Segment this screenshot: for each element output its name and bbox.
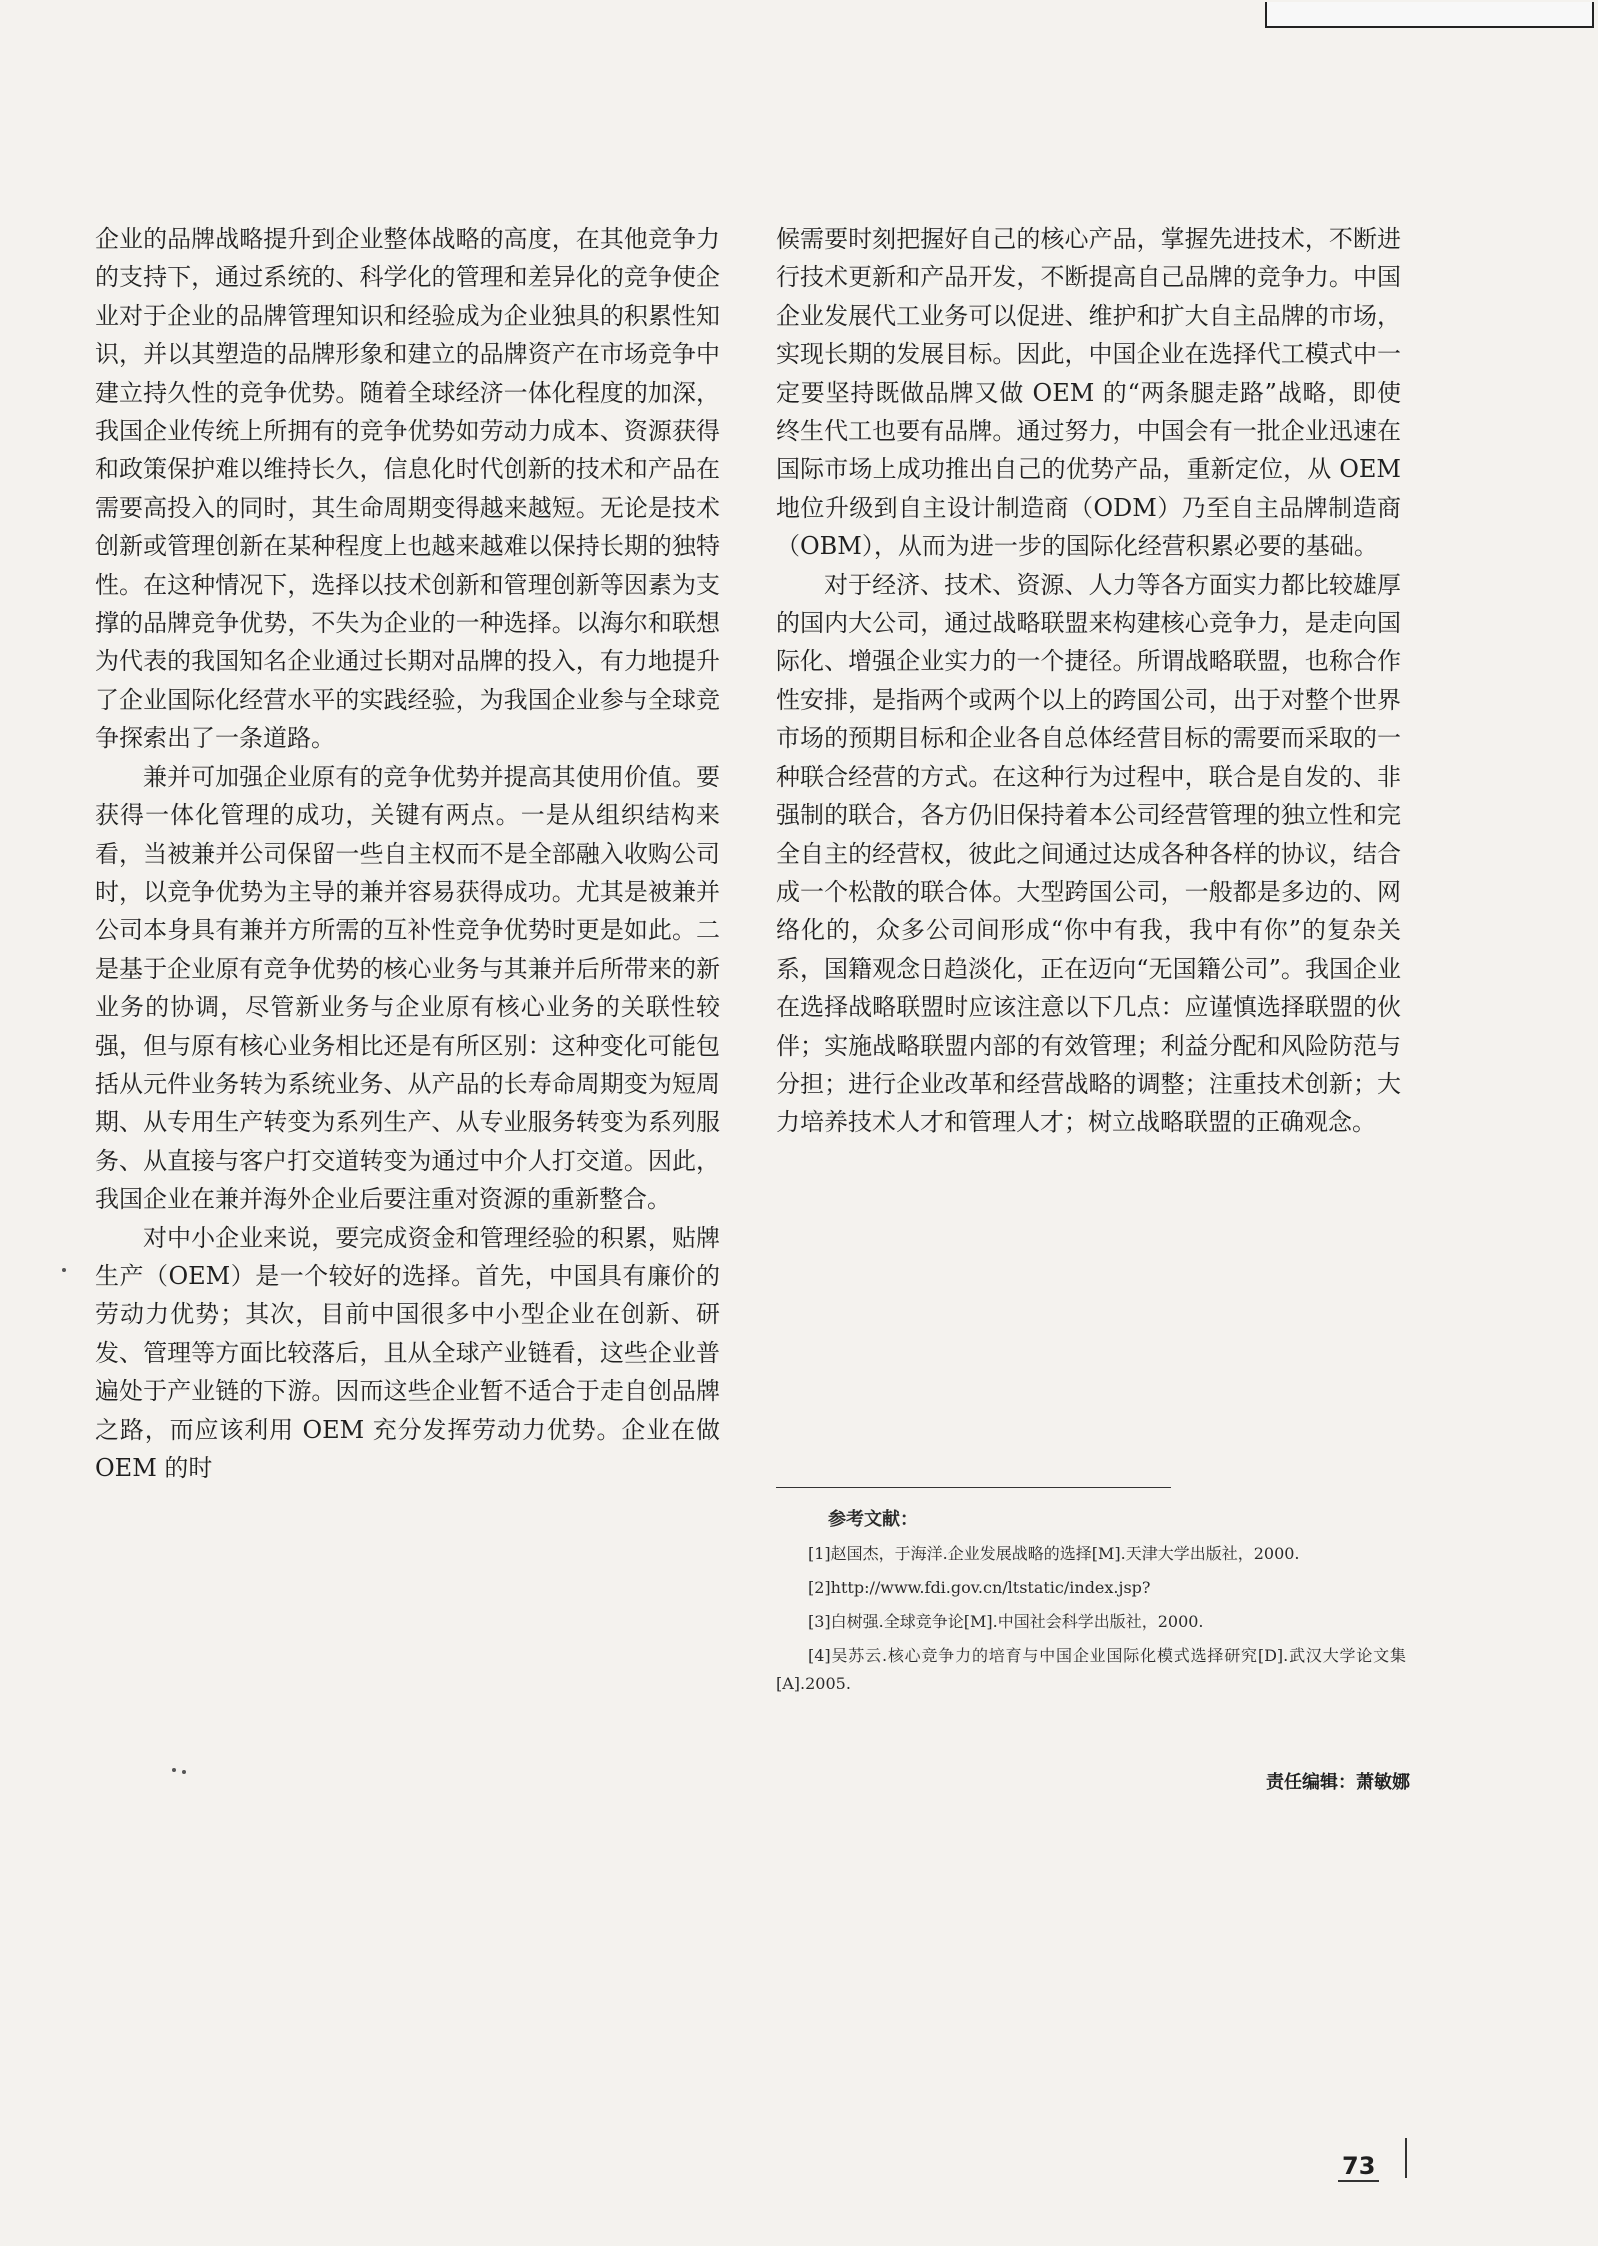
right-text-column [776, 220, 1401, 1142]
scan-speck [62, 1268, 66, 1272]
reference-item: [2]http://www.fdi.gov.cn/ltstatic/index.jsp? [808, 1578, 1151, 1597]
reference-item: [1]赵国杰，于海洋.企业发展战略的选择[M].天津大学出版社，2000. [808, 1544, 1300, 1563]
references-section [776, 1506, 1406, 1704]
reference-item: [3]白树强.全球竞争论[M].中国社会科学出版社，2000. [808, 1612, 1204, 1631]
page-number: 73 [1338, 2152, 1379, 2182]
references-title: 参考文献： [828, 1509, 918, 1530]
paragraph: 对于经济、技术、资源、人力等各方面实力都比较雄厚的国内大公司，通过战略联盟来构建核心竞争力，是走向国际化、增强企业实力的一个捷径。所谓战略联盟，也称合作性安排，是指两个或两个以上的跨国公司，出于对整个世界市场的预期目标和企业各自总体经营目标的需要而采取的一种联合经营的方式。在这种行为过程中，联合是自发的、非强制的联合，各方仍旧保持着本公司经营管理的独立性和完全自主的经营权，彼此之间通过达成各种各样的协议，结合成一个松散的联合体。大型跨国公司，一般都是多边的、网络化的，众多公司间形成“你中有我，我中有你”的复杂关系，国籍观念日趋淡化，正在迈向“无国籍公司”。我国企业在选择战略联盟时应该注意以下几点：应谨慎选择联盟的伙伴；实施战略联盟内部的有效管理；利益分配和风险防范与分担；进行企业改革和经营战略的调整；注重技术创新；大力培养技术人才和管理人才；树立战略联盟的正确观念。 [776, 570, 1401, 1137]
paragraph: 候需要时刻把握好自己的核心产品，掌握先进技术，不断进行技术更新和产品开发，不断提高自己品牌的竞争力。中国企业发展代工业务可以促进、维护和扩大自主品牌的市场，实现长期的发展目标。因此，中国企业在选择代工模式中一定要坚持既做品牌又做 OEM 的“两条腿走路”战略，即使终生代工也要有品牌。通过努力，中国会有一批企业迅速在国际市场上成功推出自己的优势产品，重新定位，从 OEM 地位升级到自主设计制造商（ODM）乃至自主品牌制造商（OBM），从而为进一步的国际化经营积累必要的基础。 [776, 225, 1401, 561]
references-divider [776, 1487, 1171, 1488]
scan-speck [182, 1770, 186, 1774]
paragraph: 对中小企业来说，要完成资金和管理经验的积累，贴牌生产（OEM）是一个较好的选择。首先，中国具有廉价的劳动力优势；其次，目前中国很多中小型企业在创新、研发、管理等方面比较落后，且从全球产业链看，这些企业普遍处于产业链的下游。因而这些企业暂不适合于走自创品牌之路，而应该利用 OEM 充分发挥劳动力优势。企业在做 OEM 的时 [95, 1223, 720, 1482]
responsible-editor: 责任编辑：萧敏娜 [1266, 1772, 1410, 1793]
left-text-column [95, 220, 720, 1487]
reference-item: [4]吴苏云.核心竞争力的培育与中国企业国际化模式选择研究[D].武汉大学论文集[A].2005. [776, 1646, 1406, 1693]
paragraph: 企业的品牌战略提升到企业整体战略的高度，在其他竞争力的支持下，通过系统的、科学化的管理和差异化的竞争使企业对于企业的品牌管理知识和经验成为企业独具的积累性知识，并以其塑造的品牌形象和建立的品牌资产在市场竞争中建立持久性的竞争优势。随着全球经济一体化程度的加深，我国企业传统上所拥有的竞争优势如劳动力成本、资源获得和政策保护难以维持长久，信息化时代创新的技术和产品在需要高投入的同时，其生命周期变得越来越短。无论是技术创新或管理创新在某种程度上也越来越难以保持长期的独特性。在这种情况下，选择以技术创新和管理创新等因素为支撑的品牌竞争优势，不失为企业的一种选择。以海尔和联想为代表的我国知名企业通过长期对品牌的投入，有力地提升了企业国际化经营水平的实践经验，为我国企业参与全球竞争探索出了一条道路。 [95, 225, 720, 753]
scan-speck [172, 1768, 176, 1772]
page-number-tick [1405, 2138, 1407, 2178]
paragraph: 兼并可加强企业原有的竞争优势并提高其使用价值。要获得一体化管理的成功，关键有两点。一是从组织结构来看，当被兼并公司保留一些自主权而不是全部融入收购公司时，以竞争优势为主导的兼并容易获得成功。尤其是被兼并公司本身具有兼并方所需的互补性竞争优势时更是如此。二是基于企业原有竞争优势的核心业务与其兼并后所带来的新业务的协调，尽管新业务与企业原有核心业务的关联性较强，但与原有核心业务相比还是有所区别：这种变化可能包括从元件业务转为系统业务、从产品的长寿命周期变为短周期、从专用生产转变为系列生产、从专业服务转变为系列服务、从直接与客户打交道转变为通过中介人打交道。因此，我国企业在兼并海外企业后要注重对资源的重新整合。 [95, 762, 720, 1214]
header-rule-box [1265, 2, 1594, 28]
